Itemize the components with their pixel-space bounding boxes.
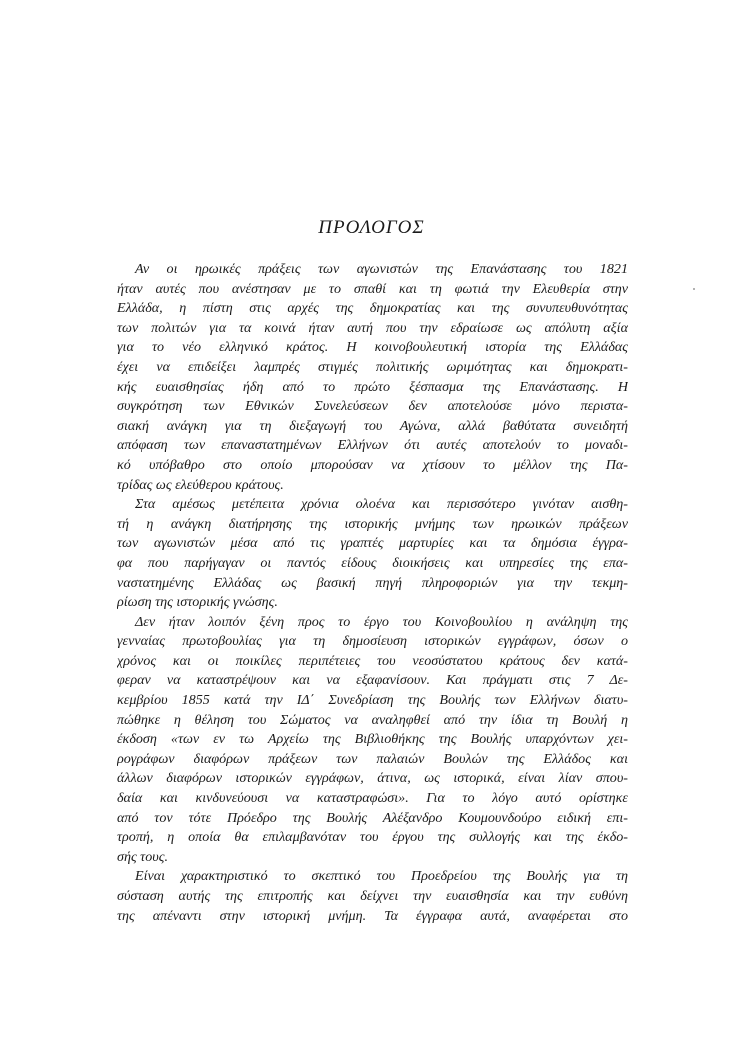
margin-speck	[693, 288, 695, 290]
text-line: Ελλάδα, η πίστη στις αρχές της δημοκρατίας και της συνυπευθυνότητας	[117, 300, 628, 317]
text-line: δαία και κινδυνεύουσι να καταστραφώσι». Για το λόγο αυτό ορίστηκε	[117, 790, 628, 807]
text-line: κό υπόβαθρο στο οποίο μπορούσαν να χτίσουν το μέλλον της Πα-	[117, 456, 628, 473]
text-line: κεμβρίου 1855 κατά την ΙΔ΄ Συνεδρίαση της Βουλής των Ελλήνων διατυ-	[117, 692, 628, 709]
text-line: της απέναντι στην ιστορική μνήμη. Τα έγγραφα αυτά, αναφέρεται στο	[117, 907, 628, 924]
text-line: των πολιτών για τα κοινά ήταν αυτή που την εδραίωσε ως απόλυτη αξία	[117, 319, 628, 336]
text-line: συγκρότηση των Εθνικών Συνελεύσεων δεν αποτελούσε μόνο περιστα-	[117, 398, 628, 415]
text-line: φα που παρήγαγαν οι παντός είδους διοικήσεις και υπηρεσίες της επα-	[117, 554, 628, 571]
text-line: από τον τότε Πρόεδρο της Βουλής Αλέξανδρο Κουμουνδούρο ειδική επι-	[117, 809, 628, 826]
body-text	[117, 260, 628, 926]
text-line: απόφαση των επαναστατημένων Ελλήνων ότι αυτές αποτελούν το μοναδι-	[117, 437, 628, 454]
text-line: ρογράφων διαφόρων πράξεων των παλαιών Βουλών της Ελλάδος και	[117, 750, 628, 767]
text-line: Είναι χαρακτηριστικό το σκεπτικό του Προεδρείου της Βουλής για τη	[135, 868, 628, 885]
text-line: τροπή, η οποία θα επιλαμβανόταν του έργου της συλλογής και της έκδο-	[117, 829, 628, 846]
text-line: άλλων διαφόρων ιστορικών εγγράφων, άτινα, ως ιστορικά, είναι λίαν σπου-	[117, 770, 628, 787]
text-line: των αγωνιστών μέσα από τις γραπτές μαρτυρίες και τα δημόσια έγγρα-	[117, 535, 628, 552]
text-line: Στα αμέσως μετέπειτα χρόνια ολοένα και περισσότερο γινόταν αισθη-	[135, 496, 628, 513]
text-line: σής τους.	[117, 848, 168, 865]
text-line: τή η ανάγκη διατήρησης της ιστορικής μνήμης των ηρωικών πράξεων	[117, 515, 628, 532]
text-line: έχει να επιδείξει λαμπρές στιγμές πολιτικής ωριμότητας και δημοκρατι-	[117, 358, 628, 375]
text-line: φεραν να καταστρέψουν και να εξαφανίσουν. Και πράγματι στις 7 Δε-	[117, 672, 628, 689]
text-line: κής ευαισθησίας ήδη από το πρώτο ξέσπασμα της Επανάστασης. Η	[117, 378, 628, 395]
page-title: ΠΡΟΛΟΓΟΣ	[318, 217, 425, 238]
text-line: ρίωση της ιστορικής γνώσης.	[117, 594, 278, 611]
text-line: ναστατημένης Ελλάδας ως βασική πηγή πληροφοριών για την τεκμη-	[117, 574, 628, 591]
text-line: σιακή ανάγκη για τη διεξαγωγή του Αγώνα, αλλά βαθύτατα συνειδητή	[117, 417, 628, 434]
text-line: πώθηκε η θέληση του Σώματος να αναληφθεί από την ίδια τη Βουλή η	[117, 711, 628, 728]
text-line: ήταν αυτές που ανέστησαν με το σπαθί και τη φωτιά την Ελευθερία στην	[117, 280, 628, 297]
text-line: για το νέο ελληνικό κράτος. Η κοινοβουλευτική ιστορία της Ελλάδας	[117, 339, 628, 356]
text-line: Δεν ήταν λοιπόν ξένη προς το έργο του Κοινοβουλίου η ανάληψη της	[135, 613, 628, 630]
text-line: Αν οι ηρωικές πράξεις των αγωνιστών της Επανάστασης του 1821	[135, 261, 628, 277]
text-line: σύσταση αυτής της επιτροπής και δείχνει την ευαισθησία και την ευθύνη	[117, 888, 628, 904]
text-line: έκδοση «των εν τω Αρχείω της Βιβλιοθήκης της Βουλής υπαρχόντων χει-	[117, 731, 628, 748]
text-line: γενναίας πρωτοβουλίας για τη δημοσίευση ιστορικών εγγράφων, όσων ο	[117, 633, 628, 650]
text-line: τρίδας ως ελεύθερου κράτους.	[117, 476, 284, 493]
text-line: χρόνος και οι ποικίλες περιπέτειες του νεοσύστατου κράτους δεν κατά-	[117, 652, 628, 669]
